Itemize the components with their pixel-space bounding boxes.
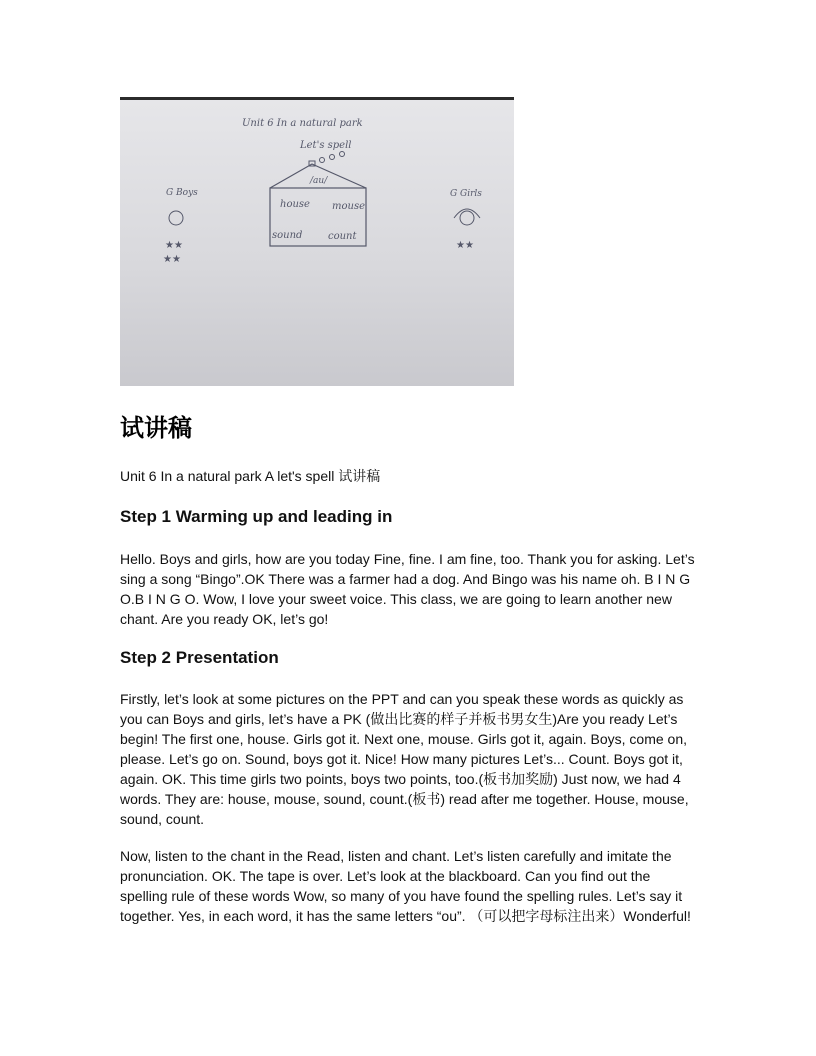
- blackboard-photo: [120, 97, 514, 386]
- boys-stars-icon: ★★: [165, 240, 183, 251]
- word-count: count: [328, 231, 357, 242]
- bubble-icon: [340, 152, 345, 157]
- bubble-icon: [320, 158, 325, 163]
- board-sketch: [120, 100, 514, 386]
- girls-hair-icon: [454, 209, 480, 218]
- step2-paragraph-1: Firstly, let’s look at some pictures on the PPT and can you speak these words as quickly as you can Boys and girls, let’s have a PK (做出比赛的样子并板书男女生)Are you ready Let’s begin! The first one, house. Girls got it. Next one, mouse. Girls got it, again. Boys, come on, please. Let’s go on. Sound, boys got it. Nice! How many pictures Let’s... Count. Boys got it, again. OK. This time girls two points, boys two points, too.(板书加奖励) Just now, we had 4 words. They are: house, mouse, sound, count.(板书) read after me together. House, mouse, sound, count.: [120, 691, 689, 827]
- step1-paragraph: Hello. Boys and girls, how are you today Fine, fine. I am fine, too. Thank you for asking. Let’s sing a song “Bingo”.OK There was a farmer had a dog. And Bingo was his name oh. B I N G O.B I N G O. Wow, I love your sweet voice. This class, we are going to learn another new chant. Are you ready OK, let’s go!: [120, 551, 695, 627]
- boys-face-icon: [169, 211, 183, 225]
- girls-face-icon: [460, 211, 474, 225]
- boys-team-label: G Boys: [166, 188, 198, 198]
- girls-team-label: G Girls: [450, 189, 482, 199]
- word-mouse: mouse: [332, 201, 365, 212]
- step2-paragraph-2: Now, listen to the chant in the Read, listen and chant. Let’s listen carefully and imitate the pronunciation. OK. The tape is over. Let’s look at the blackboard. Can you find out the spelling rule of these words Wow, so many of you have found the spelling rules. Let’s say it together. Yes, in each word, it has the same letters “ou”. （可以把字母标注出来）Wonderful!: [120, 848, 691, 924]
- step1-heading: Step 1 Warming up and leading in: [120, 507, 393, 526]
- word-house: house: [280, 199, 310, 210]
- board-unit-title: Unit 6 In a natural park: [242, 118, 363, 129]
- step2-heading: Step 2 Presentation: [120, 648, 279, 667]
- phoneme-label: /au/: [310, 176, 328, 186]
- girls-stars-icon: ★★: [456, 240, 474, 251]
- word-sound: sound: [272, 230, 303, 241]
- board-lets-spell: Let's spell: [300, 140, 352, 151]
- page-title: 试讲稿: [120, 414, 192, 442]
- document-subtitle: Unit 6 In a natural park A let's spell 试讲稿: [120, 468, 381, 484]
- boys-stars-icon: ★★: [163, 254, 181, 265]
- bubble-icon: [330, 155, 335, 160]
